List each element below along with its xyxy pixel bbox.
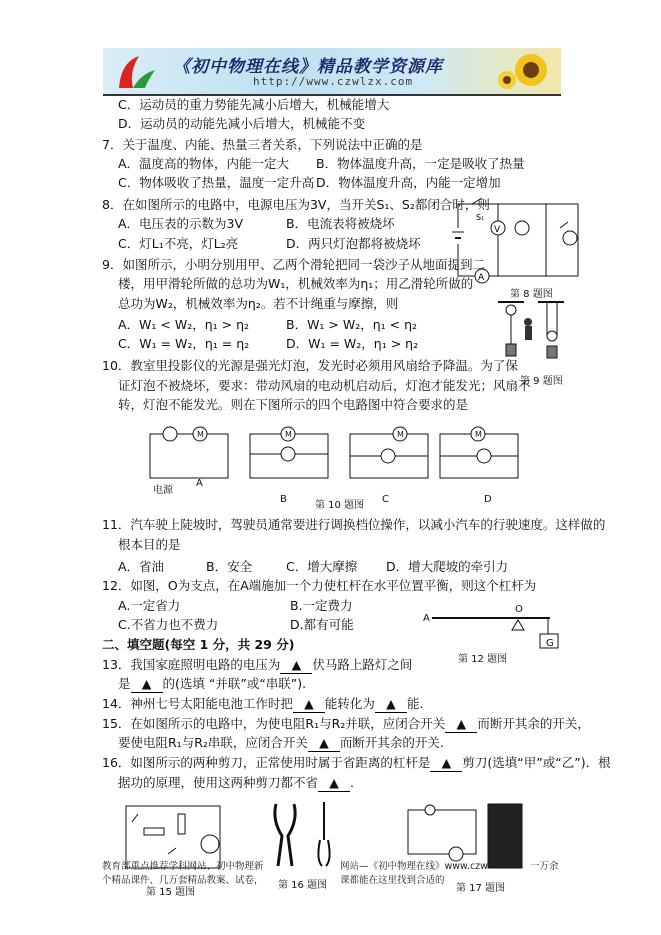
q9-option-a: A．W₁ < W₂，η₁ > η₂ [118,317,249,332]
lever-g-label: G [546,638,554,649]
footer-line-1c: 一万余 [530,861,559,872]
q13-text-3: 是 [118,676,131,691]
q13-line-2 [118,676,306,693]
banner-title: 《初中物理在线》精品教学资源库 [173,57,443,77]
footer-line-1a: 教育部重点推荐学科网站、初中物理新 [102,861,264,872]
option-d-label: D [484,494,492,505]
site-logo-icon [111,52,161,92]
q11-option-a: A．省油 [118,559,165,574]
figure-15-caption: 第 15 题图 [146,887,196,898]
q15-text-3: 要使电阻R₁与R₂串联，应闭合开关 [118,735,308,750]
footer-line-2b: 课都能在这里找到合适的 [340,875,445,886]
q12-stem: 12．如图，O为支点，在A端施加一个力使杠杆在水平位置平衡，则这个杠杆为 [102,578,537,593]
q11-option-b: B．安全 [206,559,253,574]
q15-text-2: 而断开其余的开关， [477,716,590,731]
figure-9-caption: 第 9 题图 [520,376,563,387]
option-a-label: A [196,478,203,489]
banner-url[interactable]: http://www.czwlzx.com [253,75,414,88]
q7-option-a: A．温度高的物体，内能一定大 [118,156,290,171]
q12-option-c: C.不省力也不费力 [118,617,219,632]
q14-line [102,696,423,713]
q15-text-1: 15．在如图所示的电路中，为使电阻R₁与R₂并联，应闭合开关 [102,716,446,731]
section-2-heading: 二、填空题(每空 1 分，共 29 分) [102,637,295,652]
q12-option-d: D.都有可能 [290,617,354,632]
lever-o-label: O [515,604,523,615]
q9-stem-3: 总功为W₂，机械效率为η₂。若不计绳重与摩擦，则 [118,296,399,311]
footer-line-1b: 网站—《初中物理在线》www.czw [340,861,488,872]
option-b-label: B [280,494,287,505]
svg-text:M: M [285,430,292,439]
q10-stem-1: 10．教室里投影仪的光源是强光灯泡，发光时必须用风扇给予降温。为了保 [102,358,518,373]
q15-line-1 [102,716,590,733]
q15-blank-1[interactable]: ▲ [445,716,477,733]
q11-stem-2: 根本目的是 [118,537,181,552]
lever-a-label: A [423,613,430,624]
figure-17-caption: 第 17 题图 [456,883,506,894]
footer-line-2a: 个精品课件、几万套精品教案、试卷， [102,875,264,886]
q12-option-a: A.一定省力 [118,598,181,613]
q11-option-d: D．增大爬坡的牵引力 [386,559,509,574]
q7-option-c: C．物体吸收了热量，温度一定升高 [118,175,315,190]
q9-option-c: C．W₁ = W₂，η₁ = η₂ [118,336,250,351]
q16-line-1 [102,755,611,772]
q13-blank-1[interactable]: ▲ [280,657,312,674]
q12-option-b: B.一定费力 [290,598,353,613]
q13-text-1: 13．我国家庭照明电路的电压为 [102,657,281,672]
svg-text:M: M [475,430,482,439]
q11-stem-1: 11．汽车驶上陡坡时，驾驶员通常要进行调换档位操作，以减小汽车的行驶速度。这样做的 [102,517,606,532]
q6-option-c: C．运动员的重力势能先减小后增大，机械能增大 [118,97,390,112]
q6-option-d: D．运动员的动能先减小后增大，机械能不变 [118,116,366,131]
q16-line-2 [118,775,354,792]
q9-option-d: D．W₁ = W₂，η₁ > η₂ [286,336,419,351]
q16-text-3: 据功的原理，使用这两种剪刀都不省 [118,775,319,790]
q11-option-c: C．增大摩擦 [286,559,358,574]
svg-text:A: A [478,273,485,283]
q8-option-b: B．电流表将被烧坏 [286,216,395,231]
q16-text-4: . [350,775,354,790]
q8-stem: 8．在如图所示的电路中，电源电压为3V，当开关S₁、S₂都闭合时，则 [102,197,490,212]
q7-stem: 7．关于温度、内能、热量三者关系，下列说法中正确的是 [102,137,423,152]
q14-blank-2[interactable]: ▲ [375,696,407,713]
q14-blank-1[interactable]: ▲ [293,696,325,713]
figure-8-caption: 第 8 题图 [510,289,553,300]
q14-text-1: 14．神州七号太阳能电池工作时把 [102,696,293,711]
q13-line-1 [102,657,412,674]
q10-stem-2: 证灯泡不被烧坏，要求：带动风扇的电动机启动后，灯泡才能发光；风扇不 [118,378,531,393]
q9-stem-1: 9．如图所示，小明分别用甲、乙两个滑轮把同一袋沙子从地面提到二 [102,257,485,272]
q9-option-b: B．W₁ > W₂，η₁ < η₂ [286,317,418,332]
q7-option-d: D．物体温度升高，内能一定增加 [316,175,501,190]
q10-stem-3: 转，灯泡不能发光。则在下图所示的四个电路图中符合要求的是 [118,397,469,412]
site-banner [103,48,561,96]
svg-text:S₁: S₁ [476,213,485,222]
q15-blank-2[interactable]: ▲ [308,735,340,752]
q15-line-2 [118,735,444,752]
q13-text-4: 的(选填 “并联”或“串联”). [162,676,307,691]
figure-16-caption: 第 16 题图 [278,880,328,891]
q8-option-a: A．电压表的示数为3V [118,216,244,231]
figure-16-scissors [268,800,348,874]
figure-10-circuits [148,426,528,492]
sunflower-icon [495,50,555,92]
power-label-a: 电源 [153,485,173,496]
option-c-label: C [382,494,389,505]
svg-text:M: M [197,430,204,439]
svg-text:M: M [397,430,404,439]
q15-text-4: 而断开其余的开关. [339,735,444,750]
q7-option-b: B．物体温度升高，一定是吸收了热量 [316,156,525,171]
q13-blank-2[interactable]: ▲ [131,676,163,693]
q8-option-c: C．灯L₁不亮，灯L₂亮 [118,236,239,251]
q16-text-2: 剪刀(选填“甲”或“乙”)．根 [462,755,611,770]
figure-12-caption: 第 12 题图 [458,654,508,665]
q13-text-2: 伏马路上路灯之间 [312,657,413,672]
q9-stem-2: 楼，用甲滑轮所做的总功为W₁，机械效率为η₁；用乙滑轮所做的 [118,276,474,291]
q14-text-2: 能转化为 [324,696,375,711]
q16-blank-1[interactable]: ▲ [430,755,462,772]
figure-10-caption: 第 10 题图 [315,500,365,511]
svg-text:V: V [494,225,501,235]
q16-text-1: 16．如图所示的两种剪刀，正常使用时属于省距离的杠杆是 [102,755,431,770]
q8-option-d: D．两只灯泡都将被烧坏 [286,236,421,251]
q16-blank-2[interactable]: ▲ [318,775,350,792]
q14-text-3: 能. [406,696,424,711]
